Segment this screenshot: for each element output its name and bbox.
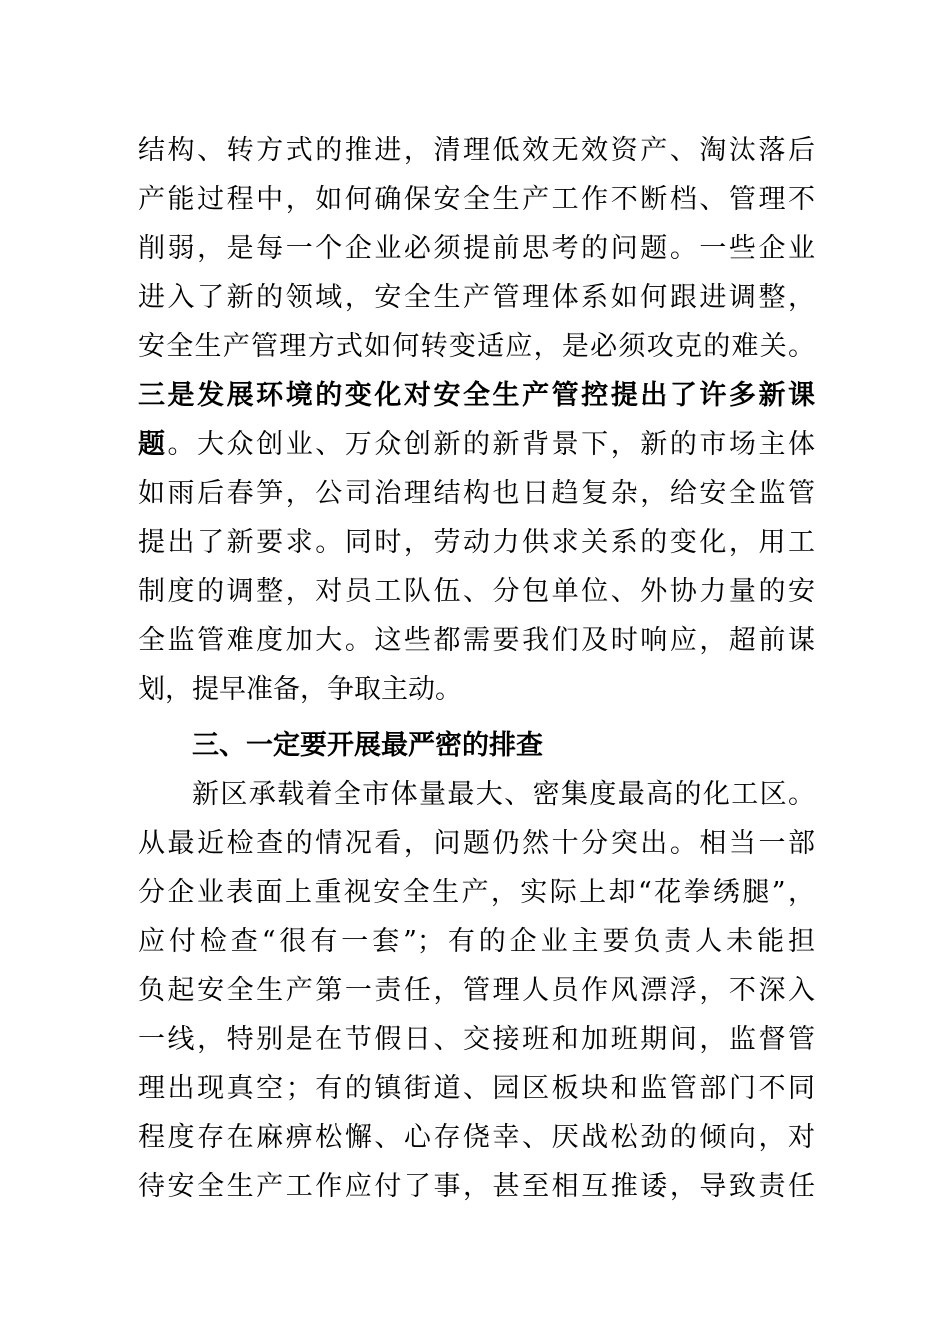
bold-heading-end: 题 (138, 429, 168, 460)
paragraph-line: 负起安全生产第一责任，管理人员作风漂浮，不深入 (138, 975, 815, 1006)
paragraph-text: 。大众创业、万众创新的新背景下，新的市场主体 (167, 429, 816, 460)
paragraph-line (138, 420, 815, 469)
paragraph-line: 全监管难度加大。这些都需要我们及时响应，超前谋 (138, 625, 815, 656)
paragraph-line: 结构、转方式的推进，清理低效无效资产、淘汰落后 (138, 135, 815, 166)
paragraph-line: 应付检查“很有一套”；有的企业主要负责人未能担 (138, 926, 815, 957)
paragraph-line: 进入了新的领域，安全生产管理体系如何跟进调整， (138, 282, 815, 313)
paragraph-line: 分企业表面上重视安全生产，实际上却“花拳绣腿”， (138, 877, 815, 908)
section-heading: 三、一定要开展最严密的排查 (192, 730, 543, 761)
paragraph-line: 新区承载着全市体量最大、密集度最高的化工区。 (192, 779, 815, 810)
paragraph-line: 提出了新要求。同时，劳动力供求关系的变化，用工 (138, 527, 815, 558)
paragraph-line: 产能过程中，如何确保安全生产工作不断档、管理不 (138, 184, 815, 215)
paragraph-line: 削弱，是每一个企业必须提前思考的问题。一些企业 (138, 233, 815, 264)
paragraph-line: 一线，特别是在节假日、交接班和加班期间，监督管 (138, 1024, 815, 1055)
paragraph-line: 程度存在麻痹松懈、心存侥幸、厌战松劲的倾向，对 (138, 1122, 815, 1153)
paragraph-line: 划，提早准备，争取主动。 (138, 674, 462, 705)
paragraph-line: 理出现真空；有的镇街道、园区板块和监管部门不同 (138, 1073, 815, 1104)
paragraph-line: 如雨后春笋，公司治理结构也日趋复杂，给安全监管 (138, 478, 815, 509)
bold-heading-line: 三是发展环境的变化对安全生产管控提出了许多新课 (138, 380, 815, 411)
paragraph-line: 待安全生产工作应付了事，甚至相互推诿，导致责任 (138, 1171, 815, 1202)
paragraph-line: 安全生产管理方式如何转变适应，是必须攻克的难关。 (138, 331, 815, 362)
paragraph-line: 从最近检查的情况看，问题仍然十分突出。相当一部 (138, 828, 815, 859)
paragraph-line: 制度的调整，对员工队伍、分包单位、外协力量的安 (138, 576, 815, 607)
